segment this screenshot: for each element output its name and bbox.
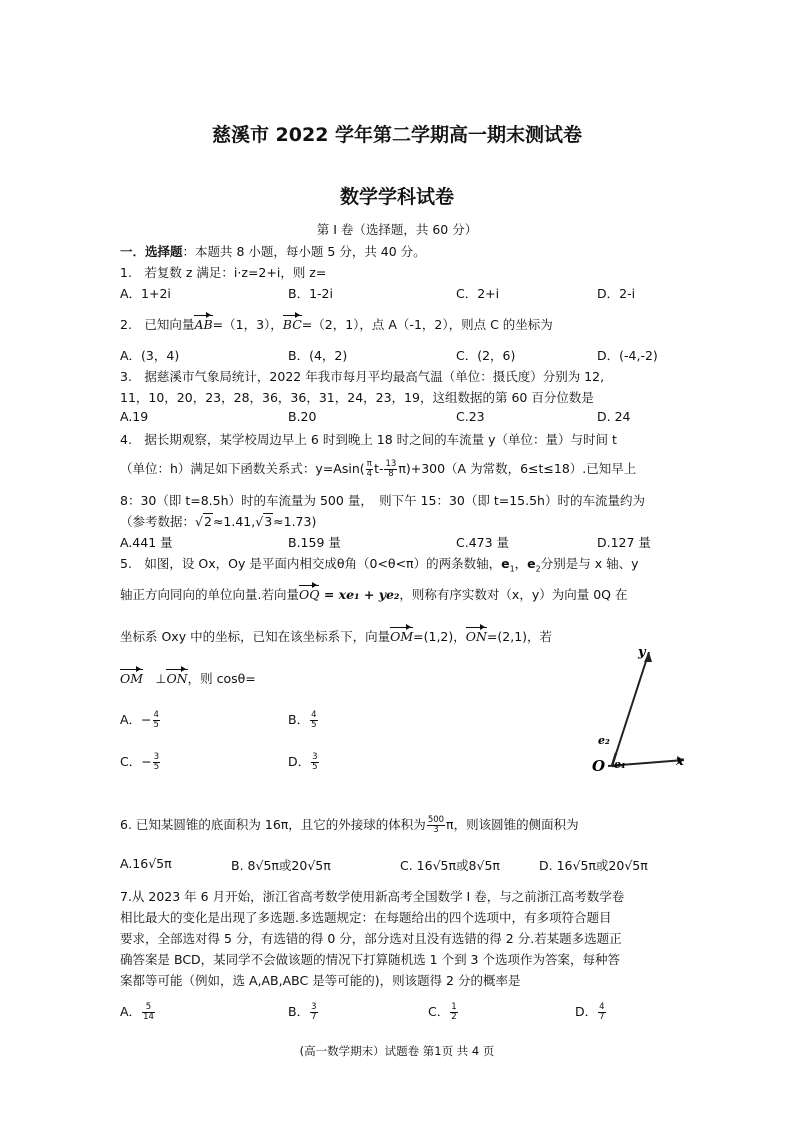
fraction-num: 5 bbox=[142, 1003, 155, 1013]
fraction-den: 5 bbox=[153, 762, 160, 772]
q4-option-c: C.473 量 bbox=[456, 535, 510, 550]
vector-om: OM bbox=[120, 671, 144, 686]
fraction-500-3 bbox=[427, 816, 445, 835]
q6-text-1b: π，则该圆锥的侧面积为 bbox=[446, 817, 579, 832]
q4-line-4 bbox=[120, 512, 316, 530]
e1-label: e₁ bbox=[614, 758, 626, 771]
exam-title: 慈溪市 2022 学年第二学期高一期末测试卷 bbox=[211, 124, 583, 146]
fraction-den: 7 bbox=[311, 1012, 317, 1022]
q6-option-c: C. 16√5π或8√5π bbox=[400, 858, 500, 873]
fraction-num: 3 bbox=[153, 752, 160, 762]
q7-line-4: 确答案是 BCD，某同学不会做该题的情况下打算随机选 1 个到 3 个选项作为答案，每种答 bbox=[120, 952, 620, 967]
q2-text-2: =（1，3）， bbox=[212, 317, 283, 332]
fraction-num: 4 bbox=[311, 710, 317, 720]
fraction bbox=[153, 711, 160, 730]
q5-option-a bbox=[120, 710, 161, 730]
q5-line-4 bbox=[120, 669, 256, 687]
fraction-pi-4 bbox=[366, 460, 373, 479]
q5-text-3c: =(2,1)，若 bbox=[486, 629, 553, 644]
q4-text-2b: t- bbox=[374, 461, 384, 476]
unit-vector-e1: e bbox=[501, 556, 510, 571]
fraction-num: 500 bbox=[427, 815, 445, 825]
q5-option-c bbox=[120, 752, 161, 772]
fraction bbox=[450, 1003, 457, 1022]
q3-option-c: C.23 bbox=[456, 409, 485, 424]
q5-text-3a: 坐标系 Oxy 中的坐标，已知在该坐标系下，向量 bbox=[120, 629, 391, 644]
fraction-num: 4 bbox=[599, 1002, 605, 1012]
q4-text-2a: （单位：h）满足如下函数关系式：y=Asin( bbox=[120, 461, 365, 476]
coordinate-axes-figure bbox=[586, 640, 696, 775]
x-axis-label: x bbox=[676, 754, 684, 769]
q3-line-1: 3. 据慈溪市气象局统计，2022 年我市每月平均最高气温（单位：摄氏度）分别为 12, bbox=[120, 369, 605, 384]
unit-vector-e2: e bbox=[527, 556, 536, 571]
fraction-num: 1 bbox=[451, 1002, 457, 1012]
q4-option-d: D.127 量 bbox=[597, 535, 651, 550]
fraction-den: 5 bbox=[312, 762, 318, 772]
vector-on: ON bbox=[465, 629, 487, 644]
q4-text-4a: （参考数据： bbox=[120, 514, 196, 529]
vector-ab: AB bbox=[194, 317, 213, 332]
option-label: D． bbox=[288, 754, 311, 769]
y-axis-label: y bbox=[638, 645, 646, 660]
fraction bbox=[142, 1003, 155, 1022]
q3-option-b: B.20 bbox=[288, 409, 317, 424]
q4-line-3: 8：30（即 t=8.5h）时的车流量为 500 量， 则下午 15：30（即 t=15.5h）时的车流量约为 bbox=[120, 493, 645, 508]
fraction bbox=[310, 1003, 317, 1022]
option-label: B． bbox=[288, 1004, 310, 1019]
option-label: C．− bbox=[120, 754, 152, 769]
option-label: A．− bbox=[120, 712, 152, 727]
q4-line-1: 4. 据长期观察，某学校周边早上 6 时到晚上 18 时之间的车流量 y（单位：量）与时间 t bbox=[120, 432, 617, 447]
section-heading bbox=[120, 242, 426, 260]
fraction-num: 4 bbox=[153, 710, 159, 720]
q1-option-d: D．2-i bbox=[597, 286, 636, 301]
q7-line-5: 案都等可能（例如，选 A,AB,ABC 是等可能的)，则该题得 2 分的概率是 bbox=[120, 973, 521, 988]
fraction bbox=[153, 753, 160, 772]
fraction bbox=[598, 1003, 605, 1022]
q5-option-d bbox=[288, 752, 320, 772]
q1-option-b: B．1-2i bbox=[288, 286, 333, 301]
q5-text-2a: 轴正方向同向的单位向量.若向量 bbox=[120, 587, 299, 602]
fraction-num: 3 bbox=[312, 752, 318, 762]
fraction-13-8 bbox=[384, 460, 397, 479]
q5-text-1c: 分别是与 x 轴、y bbox=[540, 556, 639, 571]
q2-option-b: B．(4，2) bbox=[288, 348, 348, 363]
q2-stem bbox=[120, 315, 553, 333]
fraction-den: 5 bbox=[311, 720, 317, 730]
vector-bc: BC bbox=[282, 317, 302, 332]
option-label: A． bbox=[120, 1004, 142, 1019]
subscript: 1 bbox=[509, 564, 515, 574]
option-label: D． bbox=[575, 1004, 598, 1019]
fraction-den: 4 bbox=[366, 469, 373, 479]
q2-text-1: 2. 已知向量 bbox=[120, 317, 195, 332]
section-desc: ：本题共 8 小题，每小题 5 分，共 40 分。 bbox=[182, 244, 426, 259]
q7-line-2: 相比最大的变化是出现了多选题.多选题规定：在每题给出的四个选项中，有多项符合题目 bbox=[120, 910, 612, 925]
q6-text-1a: 6. 已知某圆锥的底面积为 16π，且它的外接球的体积为 bbox=[120, 817, 426, 832]
subscript: 2 bbox=[535, 564, 541, 574]
fraction bbox=[311, 753, 318, 772]
sqrt-sign: √ bbox=[255, 514, 264, 529]
q6-option-b: B. 8√5π或20√5π bbox=[231, 858, 331, 873]
option-label: C． bbox=[428, 1004, 450, 1019]
q4-text-4b: ≈1.41, bbox=[212, 514, 256, 529]
q5-text-4b: ，则 cosθ= bbox=[187, 671, 256, 686]
q7-option-b bbox=[288, 1002, 319, 1022]
y-axis bbox=[612, 652, 649, 766]
vector-on: ON bbox=[166, 671, 188, 686]
q2-option-c: C．(2，6) bbox=[456, 348, 516, 363]
q5-text-3b: =(1,2)， bbox=[413, 629, 466, 644]
q1-option-c: C．2+i bbox=[456, 286, 500, 301]
option-label: B． bbox=[288, 712, 310, 727]
fraction-den: 14 bbox=[143, 1012, 154, 1022]
q7-line-3: 要求，全部选对得 5 分，有选错的得 0 分，部分选对且没有选错的得 2 分.若某题多选题正 bbox=[120, 931, 622, 946]
fraction-num: π bbox=[366, 459, 372, 469]
fraction-num: 13 bbox=[385, 459, 397, 469]
origin-label: O bbox=[592, 757, 606, 775]
page-footer: (高一数学期末）试题卷 第1页 共 4 页 bbox=[299, 1044, 495, 1058]
q5-text-1a: 5. 如图，设 Ox，Oy 是平面内相交成θ角（0<θ<π）的两条数轴， bbox=[120, 556, 502, 571]
q4-text-4c: ≈1.73) bbox=[273, 514, 317, 529]
fraction-den: 7 bbox=[599, 1012, 605, 1022]
q4-line-2 bbox=[120, 459, 636, 479]
q6-option-a: A.16√5π bbox=[120, 856, 172, 871]
q5-option-b bbox=[288, 710, 319, 730]
q3-option-a: A.19 bbox=[120, 409, 149, 424]
q5-formula: = xe₁ + ye₂ bbox=[319, 587, 400, 602]
volume-heading: 第 I 卷（选择题，共 60 分） bbox=[316, 222, 478, 237]
fraction-den: 5 bbox=[153, 720, 159, 730]
q3-option-d: D. 24 bbox=[597, 409, 631, 424]
sqrt-3: 3 bbox=[264, 514, 273, 529]
fraction-num: 3 bbox=[311, 1002, 317, 1012]
q6-stem bbox=[120, 815, 579, 835]
perp-symbol: ⊥ bbox=[143, 671, 167, 686]
vector-oq: OQ bbox=[298, 587, 320, 602]
vector-om: OM bbox=[390, 629, 414, 644]
sqrt-2: 2 bbox=[203, 514, 212, 529]
q1-option-a: A．1+2i bbox=[120, 286, 171, 301]
section-label: 一．选择题 bbox=[120, 244, 183, 259]
fraction-den: 3 bbox=[433, 825, 439, 835]
q7-option-c bbox=[428, 1002, 459, 1022]
q2-text-3: =（2，1），点 A（-1，2），则点 C 的坐标为 bbox=[301, 317, 553, 332]
fraction-den: 2 bbox=[451, 1012, 457, 1022]
q5-line-2 bbox=[120, 585, 627, 603]
exam-subtitle: 数学学科试卷 bbox=[339, 186, 454, 208]
q3-line-2: 11，10，20，23，28，36，36，31，24，23，19，这组数据的第 60 百分位数是 bbox=[120, 390, 594, 405]
fraction bbox=[310, 711, 317, 730]
q2-option-d: D．(-4,-2) bbox=[597, 348, 658, 363]
q7-option-d bbox=[575, 1002, 607, 1022]
q7-line-1: 7.从 2023 年 6 月开始，浙江省高考数学使用新高考全国数学 I 卷，与之前浙江高考数学卷 bbox=[120, 889, 625, 904]
q4-text-2c: π)+300（A 为常数，6≤t≤18）.已知早上 bbox=[398, 461, 637, 476]
q5-text-2b: ，则称有序实数对（x，y）为向量 0Q 在 bbox=[399, 587, 628, 602]
q4-option-b: B.159 量 bbox=[288, 535, 341, 550]
q7-option-a bbox=[120, 1002, 156, 1022]
q1-stem: 1. 若复数 z 满足：i·z=2+i，则 z= bbox=[120, 265, 327, 280]
e2-label: e₂ bbox=[598, 734, 610, 747]
q4-option-a: A.441 量 bbox=[120, 535, 173, 550]
q5-line-3 bbox=[120, 627, 552, 645]
q5-line-1 bbox=[120, 554, 639, 574]
q5-text-1b: ， bbox=[514, 556, 528, 571]
q6-option-d: D. 16√5π或20√5π bbox=[539, 858, 648, 873]
q2-option-a: A．(3，4) bbox=[120, 348, 180, 363]
sqrt-sign: √ bbox=[195, 514, 203, 529]
fraction-den: 8 bbox=[388, 469, 394, 479]
